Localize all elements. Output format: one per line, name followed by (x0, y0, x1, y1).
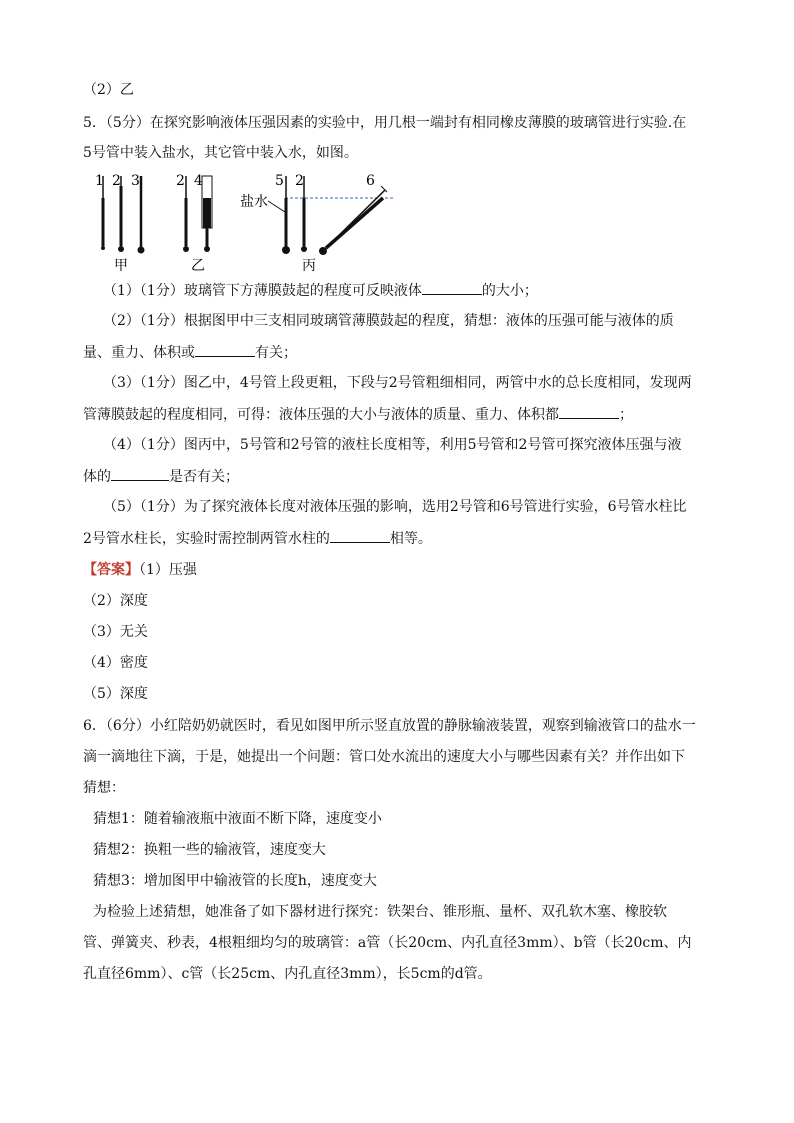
q6-materials-line-1: 为检验上述猜想，她准备了如下器材进行探究：铁架台、锥形瓶、量杯、双孔软木塞、橡胶软 (93, 904, 667, 920)
q6-stem-line-2: 滴一滴地往下滴，于是，她提出一个问题：管口处水流出的速度大小与哪些因素有关？并作出如下 (83, 749, 685, 765)
q5-sub4-line-1: （4）（1分）图丙中，5号管和2号管的液柱长度相等，利用5号管和2号管可探究液体压强与液 (103, 437, 682, 453)
q5-answer-5: （5）深度 (83, 686, 148, 702)
tube-2c-membrane (301, 246, 307, 252)
q5-sub2-text: 量、重力、体积或 (83, 345, 195, 361)
tube-number-6: 6 (366, 173, 375, 189)
q5-sub5-line-1: （5）（1分）为了探究液体长度对液体压强的影响，选用2号管和6号管进行实验，6号管水柱比 (103, 499, 687, 515)
saltwater-pointer (268, 201, 285, 212)
q6-stem-line-1: 6．（6分）小红陪奶奶就医时，看见如图甲所示竖直放置的静脉输液装置，观察到输液管口的盐水一 (83, 718, 696, 734)
tube-number-2: 2 (112, 173, 121, 189)
saltwater-label: 盐水 (240, 194, 268, 210)
q5-answer-2: （2）深度 (83, 593, 148, 609)
tube-3-membrane (138, 247, 145, 254)
answer-label: 【答案】 (83, 562, 139, 578)
q5-stem-line-2: 5号管中装入盐水，其它管中装入水，如图。 (83, 145, 358, 161)
q5-answer-3: （3）无关 (83, 624, 148, 640)
q6-materials-line-3: 孔直径6mm）、c管（长25cm、内孔直径3mm），长5cm的d管。 (83, 966, 492, 982)
q5-tubes-figure (90, 168, 410, 276)
tube-4-water (203, 198, 211, 228)
q6-guess-3: 猜想3：增加图甲中输液管的长度h，速度变大 (93, 873, 377, 889)
tube-number-2c: 2 (295, 173, 304, 189)
q5-answer-line-1 (83, 560, 197, 580)
q5-sub1-text: （1）（1分）玻璃管下方薄膜鼓起的程度可反映液体 (103, 283, 422, 299)
q6-stem-line-3: 猜想： (83, 780, 125, 796)
tube-2-membrane (118, 246, 124, 252)
q5-sub3-blank[interactable] (559, 404, 619, 419)
q5-sub3-text: 管薄膜鼓起的程度相同，可得：液体压强的大小与液体的质量、重力、体积都 (83, 407, 559, 423)
tube-number-4: 4 (194, 173, 203, 189)
q5-sub4-text-end: 是否有关； (169, 469, 239, 485)
q5-sub4-blank[interactable] (111, 466, 169, 481)
group-label-bing: 丙 (302, 258, 316, 274)
q5-sub4-line-2 (83, 466, 239, 487)
q5-answer-4: （4）密度 (83, 655, 148, 671)
tube-number-1: 1 (95, 173, 104, 189)
q6-guess-1: 猜想1：随着输液瓶中液面不断下降，速度变小 (93, 811, 382, 827)
q6-guess-2: 猜想2：换粗一些的输液管，速度变大 (93, 842, 326, 858)
q5-sub1-text-end: 的大小； (481, 283, 538, 299)
previous-answer-line: （2）乙 (83, 82, 134, 98)
q5-sub2-line-1: （2）（1分）根据图甲中三支相同玻璃管薄膜鼓起的程度，猜想：液体的压强可能与液体的质 (103, 313, 674, 329)
q5-sub5-line-2 (83, 528, 432, 549)
q5-sub1-blank[interactable] (422, 280, 482, 295)
group-label-jia: 甲 (114, 258, 128, 274)
tube-number-3: 3 (131, 173, 140, 189)
tube-number-2b: 2 (176, 173, 185, 189)
q5-sub2-blank[interactable] (195, 342, 255, 357)
q5-answer-1: （1）压强 (139, 562, 197, 578)
q5-sub5-blank[interactable] (330, 528, 390, 543)
tube-number-5: 5 (275, 173, 284, 189)
q5-sub1 (103, 280, 538, 301)
q5-stem-line-1: 5．（5分）在探究影响液体压强因素的实验中，用几根一端封有相同橡皮薄膜的玻璃管进行实验.在 (83, 115, 687, 131)
group-label-yi: 乙 (191, 258, 205, 274)
tube-5-membrane (282, 246, 290, 254)
tube-4-membrane (204, 246, 210, 252)
q5-sub5-text-end: 相等。 (389, 531, 432, 547)
q5-sub3-text-end: ； (619, 407, 633, 423)
tube-2b-membrane (183, 246, 189, 252)
tube-1-membrane (101, 246, 105, 250)
q5-sub3-line-1: （3）（1分）图乙中，4号管上段更粗，下段与2号管粗细相同，两管中水的总长度相同，发现两 (103, 375, 692, 391)
q5-sub3-line-2 (83, 404, 633, 425)
q5-sub5-text: 2号管水柱长，实验时需控制两管水柱的 (83, 531, 330, 547)
q5-sub2-line-2 (83, 342, 297, 363)
tube-6-membrane (319, 247, 327, 255)
tube-6-water (326, 198, 383, 248)
q5-sub4-text: 体的 (83, 469, 111, 485)
q6-materials-line-2: 管、弹簧夹、秒表，4根粗细均匀的玻璃管：a管（长20cm、内孔直径3mm）、b管（长20cm、内 (83, 935, 692, 951)
q5-sub2-text-end: 有关； (255, 345, 297, 361)
